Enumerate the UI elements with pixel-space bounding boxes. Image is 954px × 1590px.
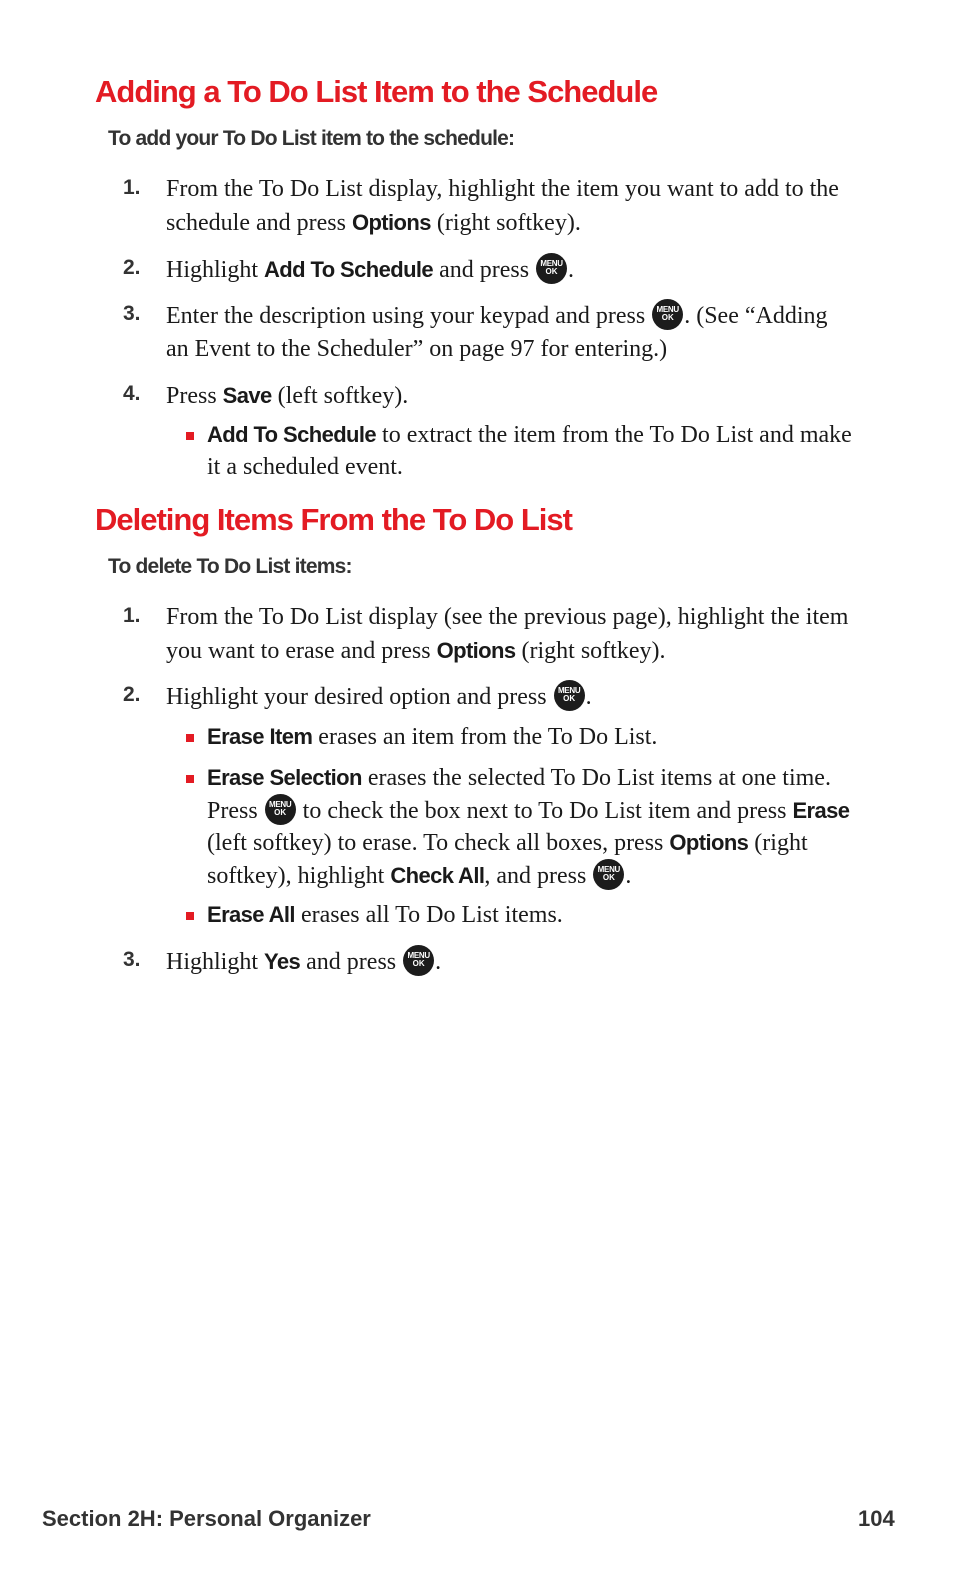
menu-ok-key-icon: MENU OK — [403, 945, 434, 976]
section-heading-deleting: Deleting Items From the To Do List — [95, 502, 572, 537]
step-number: 1. — [123, 604, 141, 627]
menu-ok-key-icon: MENU OK — [265, 794, 296, 825]
step-number: 2. — [123, 683, 141, 706]
menu-ok-key-icon: MENU OK — [593, 859, 624, 890]
section-heading-adding: Adding a To Do List Item to the Schedule — [95, 74, 658, 109]
step-text: Highlight Yes and press MENU OK . — [166, 945, 856, 979]
keyword-save: Save — [222, 383, 272, 408]
menu-ok-key-icon: MENU OK — [536, 253, 567, 284]
bullet-square-icon — [186, 775, 194, 783]
bullet-square-icon — [186, 432, 194, 440]
footer-page-number: 104 — [858, 1506, 895, 1531]
step-number: 3. — [123, 948, 141, 971]
intro-adding: To add your To Do List item to the schedule: — [108, 127, 515, 150]
step-number: 4. — [123, 382, 141, 405]
bullet-text: Erase Selection erases the selected To Do List items at one time. Press MENU OK to check the box next to To Do List item and press Erase (left softkey) to erase. To check all boxes, press Options (right softkey), highlight Check All, and press MENU OK . — [207, 765, 850, 889]
keyword-options: Options — [669, 830, 749, 855]
step-text: Highlight Add To Schedule and press MENU OK . — [166, 253, 856, 287]
keyword-erase-item: Erase Item — [207, 724, 313, 749]
bullet-square-icon — [186, 912, 194, 920]
step-number: 3. — [123, 302, 141, 325]
keyword-erase: Erase — [792, 798, 850, 823]
step-number: 1. — [123, 176, 141, 199]
step-text: Enter the description using your keypad and press MENU OK . (See “Adding an Event to the Scheduler” on page 97 for entering.) — [166, 299, 856, 366]
intro-deleting: To delete To Do List items: — [108, 555, 352, 578]
bullet-text: Erase All erases all To Do List items. — [207, 902, 563, 928]
keyword-yes: Yes — [264, 949, 301, 974]
menu-ok-key-icon: MENU OK — [652, 299, 683, 330]
keyword-check-all: Check All — [390, 863, 485, 888]
step-number: 2. — [123, 256, 141, 279]
footer-section-title: Section 2H: Personal Organizer — [42, 1506, 371, 1531]
step-text: From the To Do List display, highlight the item you want to add to the schedule and press Options (right softkey). — [166, 176, 839, 236]
keyword-options: Options — [436, 638, 516, 663]
bullet-square-icon — [186, 734, 194, 742]
bullet-text: Add To Schedule to extract the item from the To Do List and make it a scheduled event. — [207, 422, 852, 480]
menu-ok-key-icon: MENU OK — [554, 680, 585, 711]
step-text: From the To Do List display (see the previous page), highlight the item you want to erase and press Options (right softkey). — [166, 604, 849, 664]
keyword-options: Options — [351, 210, 431, 235]
step-text: Press Save (left softkey). — [166, 383, 409, 409]
step-text: Highlight your desired option and press MENU OK . — [166, 680, 856, 714]
keyword-add-to-schedule: Add To Schedule — [207, 422, 377, 447]
keyword-erase-all: Erase All — [207, 902, 295, 927]
bullet-text: Erase Item erases an item from the To Do List. — [207, 724, 658, 750]
keyword-add-to-schedule: Add To Schedule — [264, 257, 434, 282]
keyword-erase-selection: Erase Selection — [207, 765, 362, 790]
